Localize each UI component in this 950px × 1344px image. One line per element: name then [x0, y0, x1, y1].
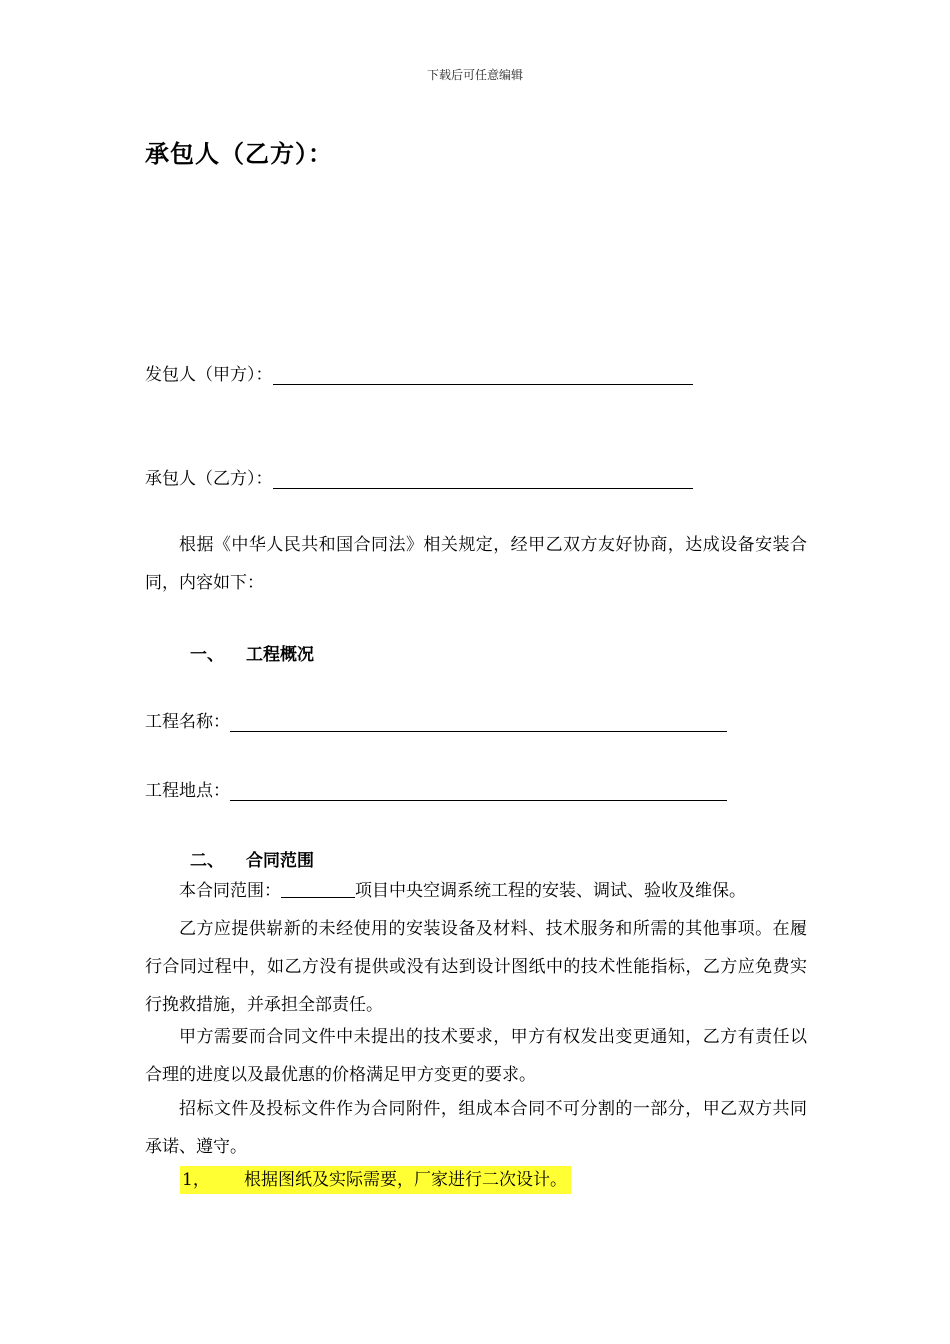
section-1-number: 一、 — [190, 645, 224, 665]
change-paragraph: 甲方需要而合同文件中未提出的技术要求，甲方有权发出变更通知，乙方有责任以合理的进度以及最优惠的价格满足甲方变更的要求。 — [145, 1027, 807, 1085]
project-location-blank[interactable] — [230, 782, 727, 801]
item-1-number: 1， — [182, 1170, 210, 1190]
section-2-number: 二、 — [190, 851, 224, 871]
highlighted-item-1 — [180, 1166, 571, 1194]
project-location-field — [145, 776, 727, 801]
item-1-text: 根据图纸及实际需要，厂家进行二次设计。 — [244, 1170, 567, 1190]
supply-paragraph: 乙方应提供崭新的未经使用的安装设备及材料、技术服务和所需的其他事项。在履行合同过程中，如乙方没有提供或没有达到设计图纸中的技术性能指标，乙方应免费实行挽救措施，并承担全部责任。 — [145, 919, 807, 1015]
project-location-label: 工程地点： — [145, 781, 230, 801]
section-1-heading — [190, 640, 314, 665]
scope-suffix: 项目中央空调系统工程的安装、调试、验收及维保。 — [355, 881, 746, 901]
contractor-blank[interactable] — [273, 470, 693, 489]
scope-paragraph — [145, 872, 807, 910]
section-1-title: 工程概况 — [246, 645, 314, 665]
employer-field — [145, 360, 693, 385]
document-title: 承包人（乙方）： — [145, 139, 333, 168]
employer-blank[interactable] — [273, 366, 693, 385]
attachment-paragraph: 招标文件及投标文件作为合同附件，组成本合同不可分割的一部分，甲乙双方共同承诺、遵守。 — [145, 1099, 807, 1157]
section-2-heading — [190, 846, 314, 871]
contractor-label: 承包人（乙方）： — [145, 469, 273, 489]
project-name-blank[interactable] — [230, 713, 727, 732]
scope-prefix: 本合同范围： — [179, 881, 281, 901]
page-header: 下载后可任意编辑 — [426, 68, 523, 82]
employer-label: 发包人（甲方）： — [145, 365, 273, 385]
section-2-title: 合同范围 — [246, 851, 314, 871]
project-name-label: 工程名称： — [145, 712, 230, 732]
intro-paragraph: 根据《中华人民共和国合同法》相关规定，经甲乙双方友好协商，达成设备安装合同，内容如下： — [145, 535, 807, 593]
scope-project-blank[interactable] — [281, 879, 355, 898]
project-name-field — [145, 707, 727, 732]
contractor-field — [145, 464, 693, 489]
